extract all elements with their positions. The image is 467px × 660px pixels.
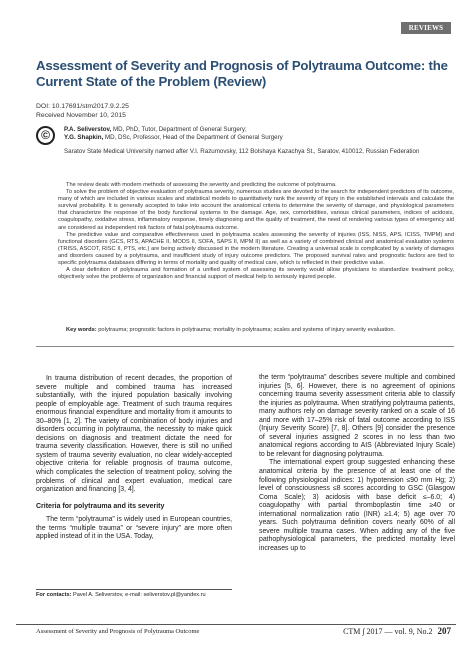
contacts-text[interactable]: Pavel A. Seliverstov, e-mail: seliverstov.pl@yandex.ru: [73, 592, 206, 598]
keywords: [66, 327, 454, 334]
body-paragraph: In trauma distribution of recent decades, the proportion of severe multiple and combined trauma has increased substantially, with the injured population basically involving people of employable age. Treatment of such trauma requires enormous financial expenditure and mortality from it amounts to 30–80% [1, 2]. The variety of combination of body injuries and disorders occurring in polytrauma, the necessity to make quick decisions on diagnosis and treatment dictate the need for trauma severity classification. However, there is still no unified system of trauma severity evaluation, no clear widely-accepted objective criteria for reliable prognosis of trauma outcome, which complicates the selection of treatment policy, solving the problems of clinical and expert evaluation, medical care organization and financing [3, 4].: [36, 375, 232, 494]
abstract-paragraph: The predictive value and comparative effectiveness used in polytrauma scales assessing the severity of injuries (ISS, NISS, APS, ICISS, TMPM) and functional disorders (GCS, RTS, APACHE II, MODS II, SOFA, SAPS II, MPM II) as well as a variety of combined clinical and anatomical evaluation systems (TRISS, ASCOT, RISC II, PTS, etc.) are being actively discussed in the modern literature. Creating a universal scale is complicated by a variety of damages and disorders caused by a polytrauma, and insufficient study of injury outcome predictors. The proposed survival rates and prognostic factors are tied to specific polytrauma databases differing in terms of mortality and quality of medical care, which is reflected in their predictive value.: [58, 231, 454, 267]
author-name: Y.G. Shapkin,: [64, 134, 104, 141]
article-title: Assessment of Severity and Prognosis of Polytrauma Outcome: the Current State of the Problem (Review): [36, 58, 448, 89]
keywords-text: polytrauma; prognostic factors in polytrauma; mortality in polytrauma; scales and systems of injury severity evaluation.: [98, 327, 396, 333]
body-column-left: [36, 375, 232, 542]
section-heading: Criteria for polytrauma and its severity: [36, 502, 165, 510]
author-role: MD, DSc, Professor, Head of the Department of General Surgery: [104, 134, 283, 141]
journal-citation: СТМ ∫ 2017 — vol. 9, No.2: [343, 627, 433, 636]
article-meta: [36, 103, 129, 120]
abstract: [58, 182, 454, 281]
contacts-footnote: [36, 592, 206, 598]
abstract-paragraph: The review deals with modern methods of assessing the severity and predicting the outcome of polytrauma.: [66, 182, 337, 188]
author-role: MD, PhD, Tutor, Department of General Surgery;: [112, 126, 247, 133]
contacts-divider: [36, 589, 232, 590]
body-paragraph: the term “polytrauma” describes severe multiple and combined injuries [5, 6]. However, there is no agreement of opinions concerning trauma severity assessment criteria able to classify the injuries as polytrauma. When stratifying polytrauma patients, many authors rely on damage severity ranked on a scale of 16 and more with 17–25% risk of fatal outcome according to ISS (Injury Severity Score) [7, 8]. Others [9] consider the presence of several injuries assigned 2 scores in no less than two anatomical regions according to AIS (Abbreviated Injury Scale) to be relevant for diagnosing polytrauma.: [259, 374, 455, 458]
author-1: [64, 126, 454, 134]
keywords-label: Key words:: [66, 327, 97, 333]
received-date: Received November 10, 2015: [36, 111, 126, 119]
author-name: P.A. Seliverstov,: [64, 126, 112, 133]
page-number: 207: [437, 626, 451, 636]
author-2: [64, 134, 454, 142]
affiliation: Saratov State Medical University named after V.I. Razumovsky, 112 Bolshaya Kazachya St., Saratov, 410012, Russian Federation: [64, 148, 420, 155]
section-tag: REVIEWS: [401, 22, 451, 34]
copyright-icon: ©: [36, 126, 55, 145]
contacts-label: For contacts:: [36, 592, 72, 598]
body-column-right: [259, 374, 455, 553]
journal-footer: [343, 626, 451, 636]
body-paragraph: The international expert group suggested enhancing these anatomical criteria by the presence of at least one of the following physiological indices: 1) hypotension ≤90 mm Hg; 2) level of consciousness ≤8 scores according to GSC (Glasgow Coma Scale); 3) acidosis with base deficit ≤–6.0; 4) coagulopathy with partial thromboplastin time ≥40 or international normalization ratio (INR) ≥1.4; 5) age over 70 years. Such polytrauma definition covers nearly 60% of all severe multiple trauma cases. When adding any of the five pathophysiological parameters, the predicted mortality level increases up to: [259, 459, 455, 552]
doi-link[interactable]: DOI: 10.17691/stm2017.9.2.25: [36, 103, 129, 110]
body-paragraph: The term “polytrauma” is widely used in European countries, the terms “multiple trauma” or “severe injury” are more often applied instead of it in the USA. Today,: [36, 516, 232, 541]
authors-block: [64, 126, 454, 156]
abstract-divider: [36, 346, 454, 347]
abstract-paragraph: To solve the problem of objective evaluation of polytrauma severity, numerous studies are devoted to the search for independent predictors of its outcome, many of which are included in various scales and statistical models to quantitatively rank the severity of injury in the established intervals and calculate the survival probability. It is generally accepted to take into account the anatomical criteria to determine the severity of damage, and physiological parameters that characterize the response of the body functional systems to the damage. Age, sex, comorbidities, various clinical parameters, indices of acidosis, coagulopathy, oxidative stress, inflammatory response, timely diagnosing and the quality of treatment, the need of rendering various types of emergency aid are considered as independent risk factors of fatal polytrauma outcome.: [58, 189, 454, 231]
abstract-paragraph: A clear definition of polytrauma and formation of a unified system of assessing its severity would allow physicians to standardize treatment policy, objectively solve the problems of organization and financial support of medical help to seriously injured people.: [58, 267, 454, 281]
footer-divider: [16, 624, 456, 625]
running-title: Assessment of Severity and Prognosis of Polytrauma Outcome: [36, 628, 200, 635]
